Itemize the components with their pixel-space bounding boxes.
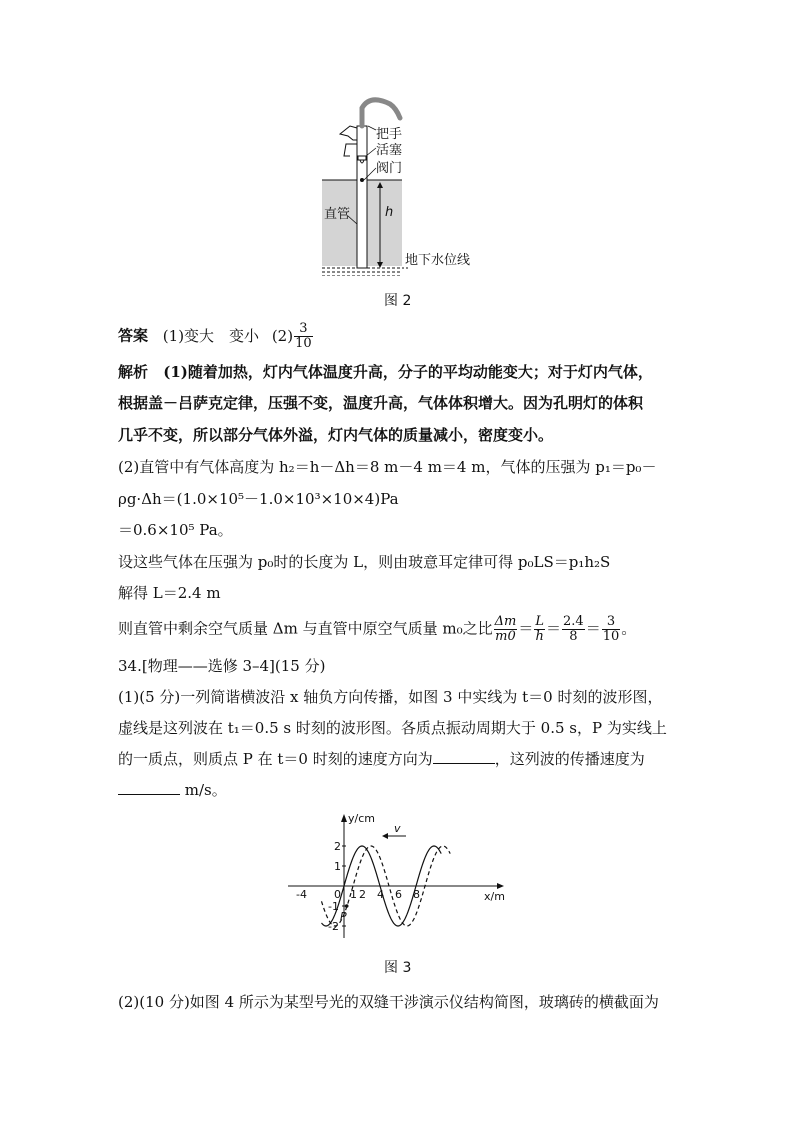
- handle-icon: [362, 100, 400, 126]
- y-tick-label: 2: [334, 840, 341, 853]
- answer-label: 答案: [118, 326, 149, 345]
- x-tick-label: 4: [377, 888, 384, 901]
- point-p-marker: [345, 904, 349, 908]
- analysis-line-3: 几乎不变，所以部分气体外溢，灯内气体的质量减小，密度变小。: [118, 426, 554, 444]
- y-tick-label: -2: [328, 920, 339, 933]
- q34-line-2: 虚线是这列波在 t₁＝0.5 s 时刻的波形图。各质点振动周期大于 0.5 s，P 为实线上: [118, 719, 667, 737]
- figure-2-caption: 图 2: [384, 293, 412, 309]
- analysis-line-5: ρg·Δh＝(1.0×10⁵－1.0×10³×10×4)Pa: [118, 490, 399, 508]
- label-pipe: 直管: [324, 207, 351, 222]
- analysis-line-1: 解析 (1)随着加热，灯内气体温度升高，分子的平均动能变大；对于灯内气体，: [118, 363, 653, 381]
- analysis-line-7: 设这些气体在压强为 p₀时的长度为 L，则由玻意耳定律可得 p₀LS＝p₁h₂S: [118, 553, 611, 571]
- y-tick-label: -1: [328, 900, 339, 913]
- label-height: h: [385, 205, 394, 220]
- x-axis-label: x/m: [484, 890, 505, 903]
- x-tick-label: -4: [296, 888, 307, 901]
- q34-line-4: m/s。: [118, 780, 227, 800]
- answer-part1: (1)变大 变小: [162, 326, 260, 345]
- label-water-level: 地下水位线: [405, 253, 471, 268]
- figure-2: [310, 96, 490, 276]
- label-valve: 阀门: [376, 161, 403, 176]
- analysis-label: 解析: [118, 363, 149, 381]
- q34-line-1: (1)(5 分)一列简谐横波沿 x 轴负方向传播，如图 3 中实线为 t＝0 时刻的波形图，: [118, 688, 663, 706]
- origin-label: 0: [334, 888, 341, 901]
- analysis-line-8: 解得 L＝2.4 m: [118, 584, 221, 602]
- label-handle: 把手: [376, 127, 403, 142]
- answer-fraction: $\frac{3}{10}$: [295, 321, 312, 351]
- answer-line: [118, 322, 314, 351]
- velocity-label: v: [394, 822, 401, 835]
- x-tick-label: 8: [413, 888, 420, 901]
- pipe: [357, 126, 367, 268]
- answer-blank-wave-speed[interactable]: [118, 780, 180, 795]
- label-piston: 活塞: [376, 143, 403, 158]
- x-tick-label: 2: [359, 888, 366, 901]
- q34-title: 34.[物理——选修 3–4](15 分): [118, 657, 326, 675]
- y-tick-label: 1: [334, 860, 341, 873]
- analysis-line-6: ＝0.6×10⁵ Pa。: [118, 521, 233, 539]
- figure-3-chart: [282, 808, 512, 948]
- x-tick-label: 6: [395, 888, 402, 901]
- q34-part2-line: (2)(10 分)如图 4 所示为某型号光的双缝干涉演示仪结构简图，玻璃砖的横截面为: [118, 993, 659, 1011]
- point-p-label: P: [340, 910, 347, 923]
- answer-part2-prefix: (2): [271, 326, 294, 345]
- figure-3-caption: 图 3: [384, 960, 412, 976]
- y-axis-label: y/cm: [348, 812, 375, 825]
- analysis-line-9: 则直管中剩余空气质量 Δm 与直管中原空气质量 m₀之比 $\frac{\Delta m}{m0}$ ＝ $\frac{L}{h}$ ＝ $\frac{2.4}{8}$ ＝ $\frac{3}{10}$ 。: [118, 614, 637, 644]
- x-tick-label: 1: [350, 888, 357, 901]
- answer-blank-velocity-direction[interactable]: [433, 749, 495, 764]
- analysis-line-4: (2)直管中有气体高度为 h₂＝h－Δh＝8 m－4 m＝4 m，气体的压强为 p₁＝p₀－: [118, 458, 657, 476]
- analysis-line-2: 根据盖－吕萨克定律，压强不变，温度升高，气体体积增大。因为孔明灯的体积: [118, 394, 644, 412]
- q34-line-3: 的一质点，则质点 P 在 t＝0 时刻的速度方向为 ，这列波的传播速度为: [118, 750, 645, 768]
